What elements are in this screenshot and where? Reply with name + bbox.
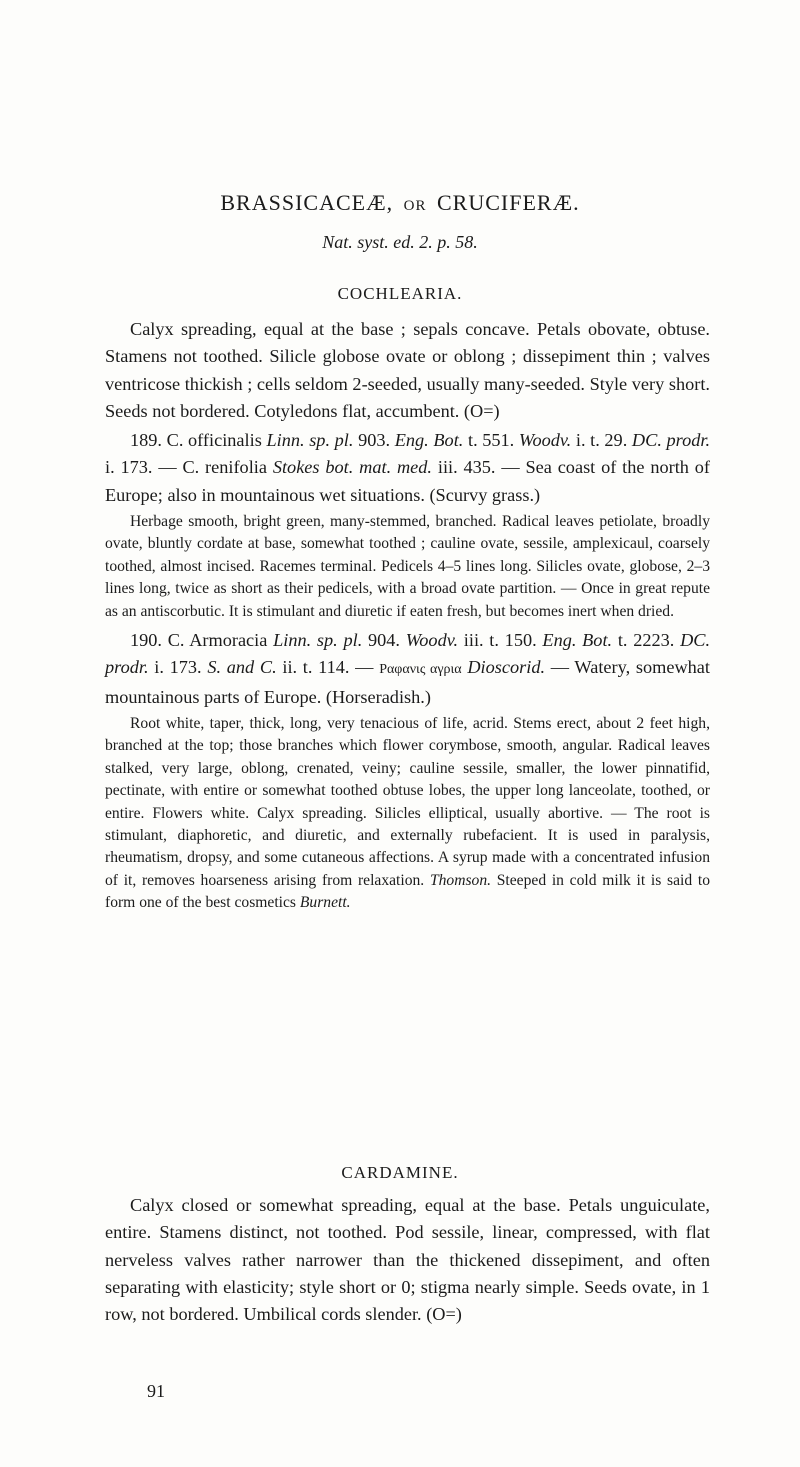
species-entry-189 — [105, 427, 710, 509]
reference-work: S. and C. — [207, 657, 277, 678]
genus-description: Calyx closed or somewhat spreading, equal at the base. Petals unguiculate, entire. Stamens distinct, not toothed. Pod sessile, linear, compressed, with flat nerveless valves rather narrower than the thickened dissepiment, and often separating with elasticity; style short or 0; stigma nearly simple. Seeds ovate, in 1 row, not bordered. Umbilical cords slender. (O=) — [105, 1195, 710, 1325]
habitat-text: iii. 435. — Sea coast of the north of Europe; also in mountainous wet situations. (Scurvy grass.) — [105, 457, 711, 505]
reference-work: Woodv. — [405, 630, 459, 651]
reference-work: Eng. Bot. — [542, 630, 613, 651]
reference-number: i. t. 29. — [575, 430, 628, 451]
reference-work: Stokes bot. mat. med. — [272, 457, 433, 478]
reference-number: ii. t. 114. — — [282, 657, 374, 678]
family-title — [0, 190, 800, 216]
species-entry-190 — [105, 627, 710, 711]
family-or: OR — [403, 198, 427, 214]
species-name: C. officinalis — [166, 430, 262, 451]
page-number: 91 — [147, 1381, 165, 1401]
reference-number: t. 551. — [467, 430, 515, 451]
natural-system-reference: Nat. syst. ed. 2. p. 58. — [322, 232, 478, 252]
reference-work: Linn. sp. pl. — [273, 630, 363, 651]
genus-heading-cardamine: CARDAMINE. — [341, 1163, 459, 1182]
species-name: C. Armoracia — [167, 630, 268, 651]
greek-name: Ραφανις αγρια — [379, 662, 462, 678]
reference-number: i. 173. — C. renifolia — [105, 457, 267, 478]
species-number: 190. — [130, 630, 162, 651]
species-number: 189. — [130, 430, 162, 451]
reference-work: Woodv. — [518, 430, 572, 451]
reference-work: Linn. sp. pl. — [266, 430, 354, 451]
reference-number: iii. t. 150. — [463, 630, 537, 651]
species-note-190 — [105, 713, 710, 915]
reference-number: 903. — [358, 430, 391, 451]
reference-number: i. 173. — [154, 657, 202, 678]
reference-work: DC. prodr. — [631, 430, 711, 451]
reference-work: Dioscorid. — [467, 657, 546, 678]
habitat-text: — Watery, somewhat mountainous parts of Europe. (Horseradish.) — [105, 657, 710, 707]
reference-number: 904. — [368, 630, 400, 651]
reference-work: DC. prodr. — [105, 630, 711, 678]
family-name: BRASSICACEÆ, — [220, 190, 394, 215]
reference-work: Eng. Bot. — [394, 430, 464, 451]
genus-description: Calyx spreading, equal at the base ; sepals concave. Petals obovate, obtuse. Stamens not toothed. Silicle globose ovate or oblong ; dissepiment thin ; valves ventricose thickish ; cells seldom 2-seeded, usually many-seeded. Style very short. Seeds not bordered. Cotyledons flat, accumbent. (O=) — [105, 319, 710, 421]
author-citation: Thomson. — [429, 871, 492, 889]
cochlearia-section — [105, 316, 710, 915]
author-citation: Burnett. — [299, 894, 351, 912]
species-note-189: Herbage smooth, bright green, many-stemmed, branched. Radical leaves petiolate, broadly ovate, bluntly cordate at base, somewhat toothed ; cauline ovate, sessile, amplexicaul, coarsely toothed, almost incised. Racemes terminal. Pedicels 4–5 lines long. Silicles ovate, globose, 2–3 lines long, twice as short as their pedicels, with a broad ovate partition. — Once in great repute as an antiscorbutic. It is stimulant and diuretic if eaten fresh, but becomes inert when dried. — [105, 513, 710, 620]
note-text: Steeped in cold milk it is said to form one of the best cosmetics — [105, 871, 710, 912]
reference-number: t. 2223. — [617, 630, 675, 651]
cardamine-section — [105, 1192, 710, 1328]
genus-heading-cochlearia: COCHLEARIA. — [337, 284, 463, 303]
family-name-alt: CRUCIFERÆ. — [436, 190, 580, 215]
note-text: Root white, taper, thick, long, very tenacious of life, acrid. Stems erect, about 2 feet high, branched at the top; those branches which flower corymbose, smooth, angular. Radical leaves stalked, very large, oblong, crenated, veiny; cauline sessile, smaller, the lower pinnatifid, pectinate, with entire or somewhat toothed obtuse lobes, the upper long lanceolate, toothed, or entire. Flowers white. Calyx spreading. Silicles elliptical, usually abortive. — The root is stimulant, diaphoretic, and diuretic, and externally rubefacient. It is used in paralysis, rheumatism, dropsy, and some cutaneous affections. A syrup made with a concentrated infusion of it, removes hoarseness arising from relaxation. — [105, 715, 710, 889]
